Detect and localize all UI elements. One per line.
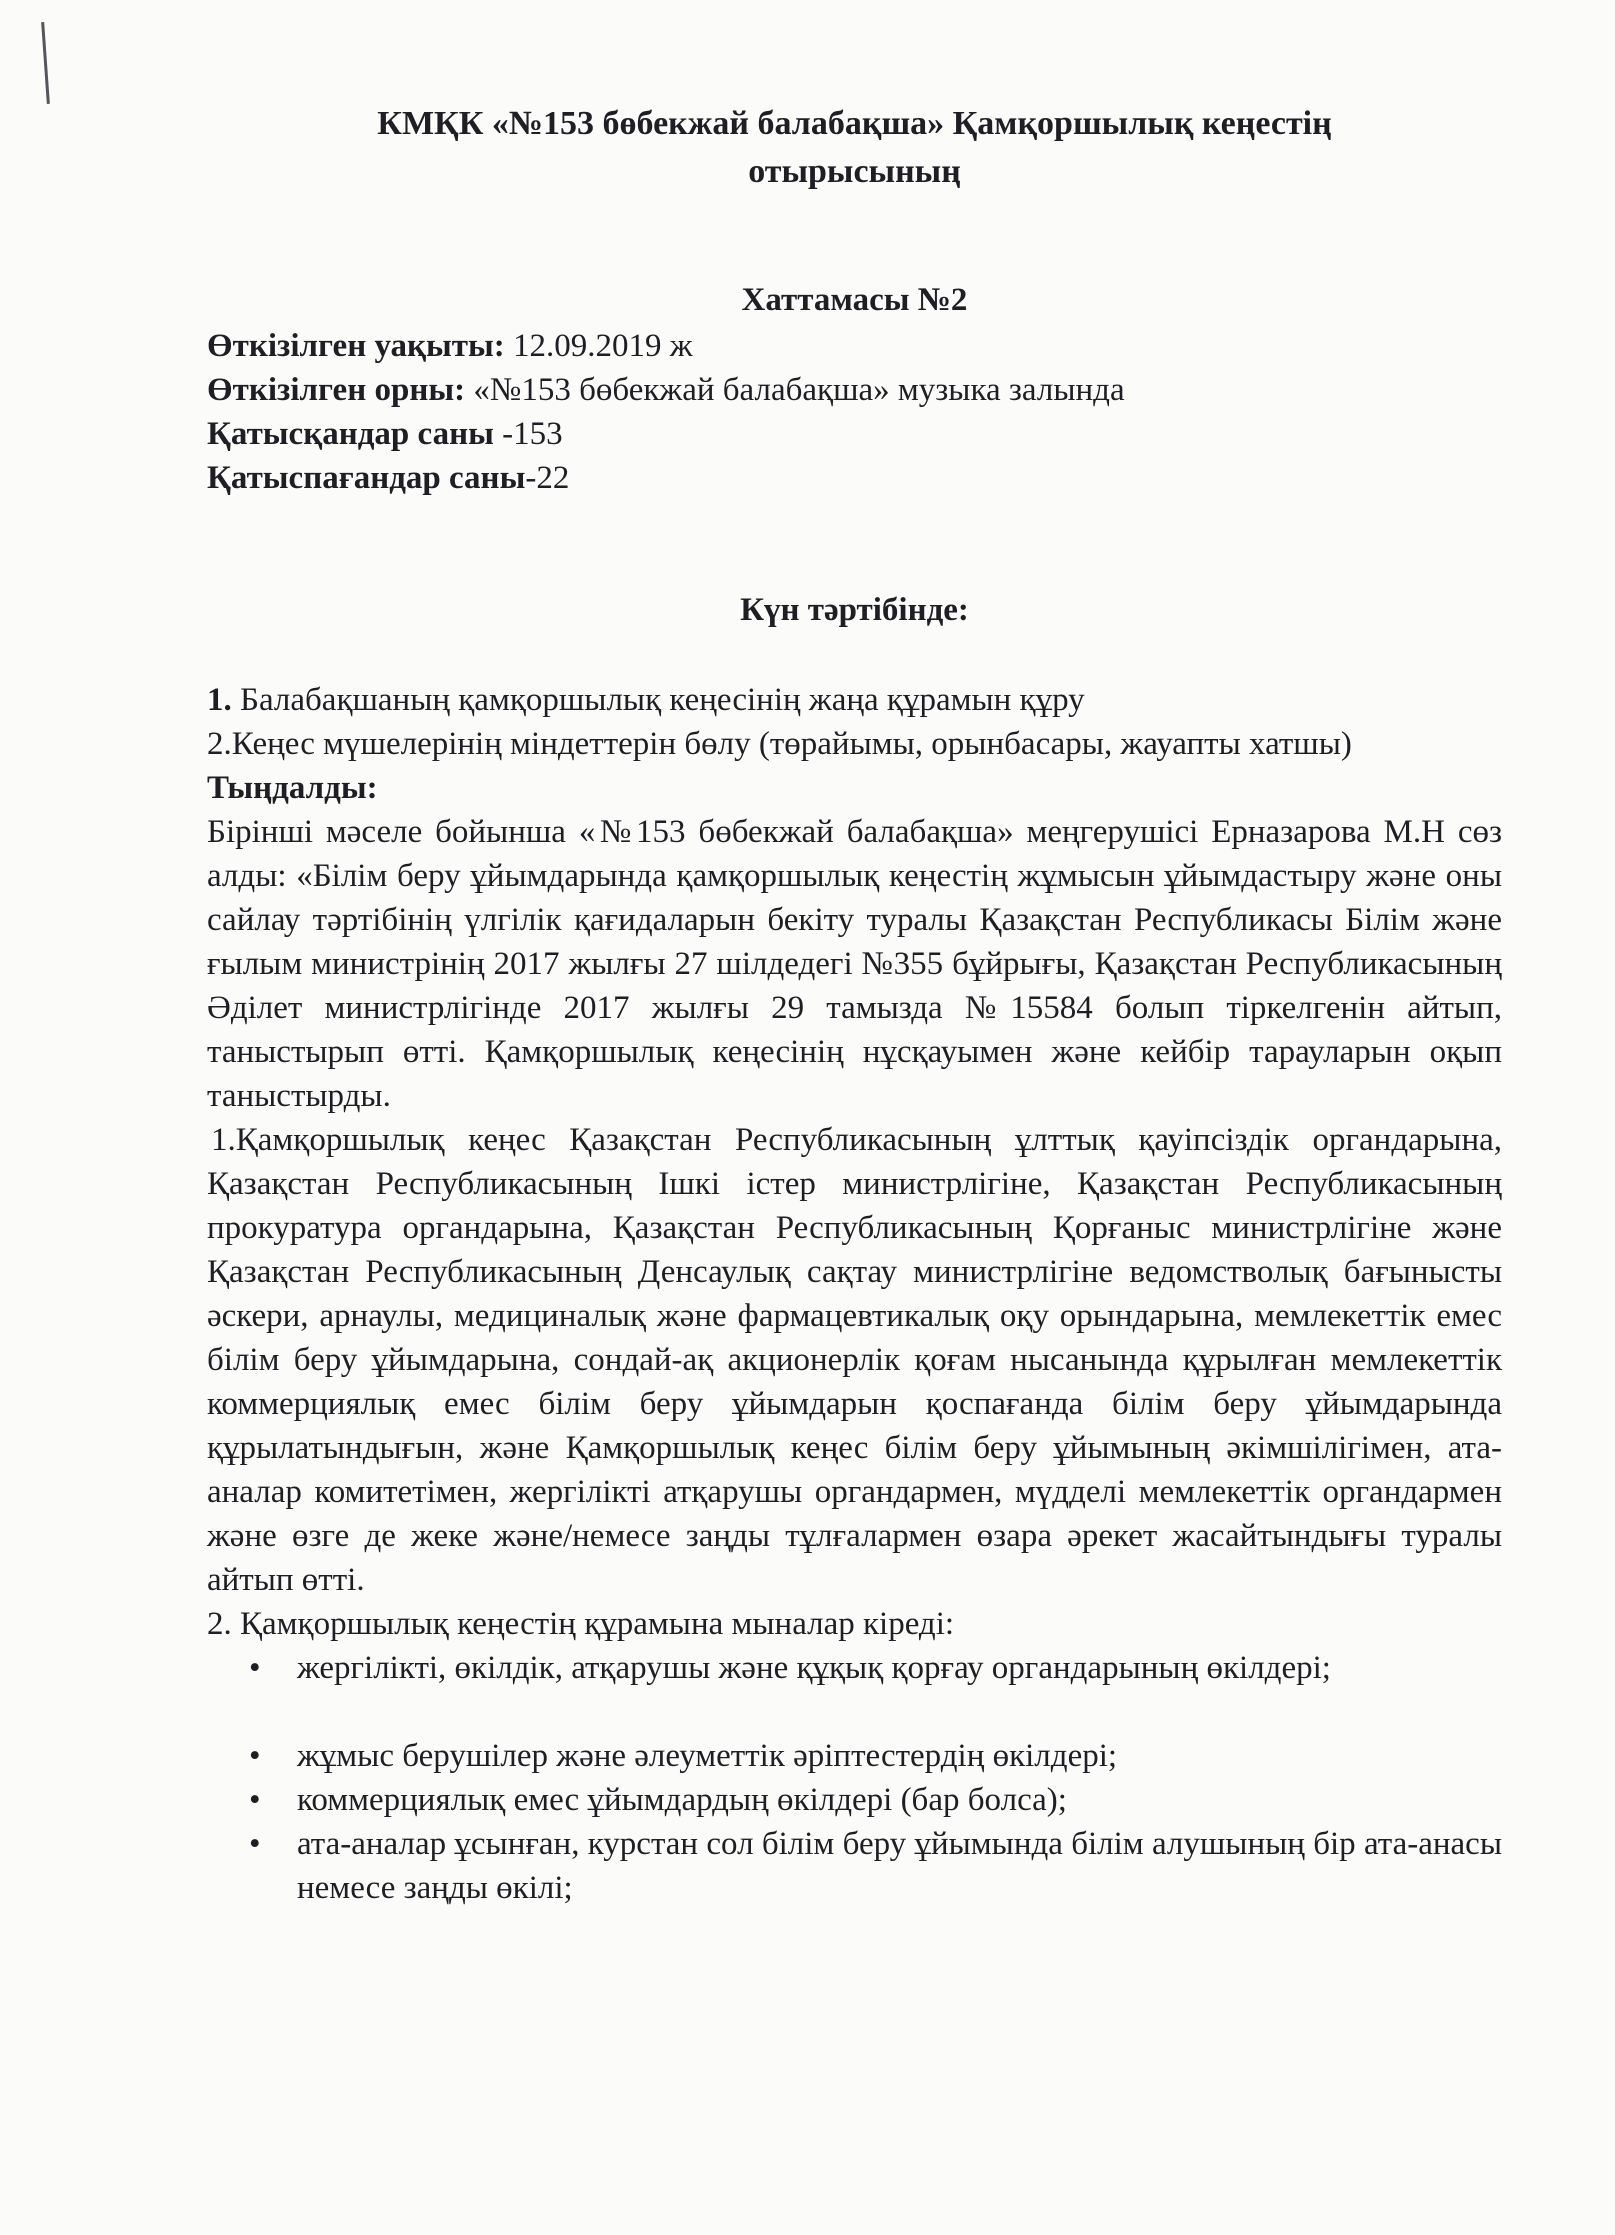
- document-page: [207, 100, 1502, 1910]
- meta-place-label: Өткізілген орны:: [207, 372, 466, 408]
- paragraph-composition-intro: 2. Қамқоршылық кеңестің құрамына мыналар кіреді:: [207, 1606, 955, 1642]
- meta-present: [207, 412, 1502, 456]
- composition-list: [207, 1646, 1502, 1910]
- list-item: • жергілікті, өкілдік, атқарушы және құқық қорғау органдарының өкілдері;: [207, 1646, 1502, 1690]
- document-title: КМҚК «№153 бөбекжай балабақша» Қамқоршылық кеңестің отырысының: [377, 105, 1332, 190]
- protocol-number: Хаттамасы №2: [741, 282, 968, 318]
- heard-heading: Тыңдалды:: [207, 770, 378, 806]
- paragraph-council-scope: 1.Қамқоршылық кеңес Қазақстан Республикасының ұлттық қауіпсіздік органдарына, Қазақстан Республикасының Ішкі істер министрлігіне, Қазақстан Республикасының прокуратура органдарына, Қазақстан Республикасының Қорғаныс министрлігіне және Қазақстан Республикасының Денсаулық сақтау министрлігіне ведомстволық бағынысты әскери, арнаулы, медициналық және фармацевтикалық оқу орындарына, мемлекеттік емес білім беру ұйымдарына, сондай-ақ акционерлік қоғам нысанында құрылған мемлекеттік коммерциялық емес білім беру ұйымдарын қоспағанда білім беру ұйымдарында құрылатындығын, және Қамқоршылық кеңес білім беру ұйымының әкімшілігімен, ата-аналар комитетімен, жергілікті атқарушы органдармен, мүдделі мемлекеттік органдармен және өзге де жеке және/немесе заңды тұлғалармен өзара әрекет жасайтындығы туралы айтып өтті.: [207, 1122, 1502, 1598]
- meta-date-label: Өткізілген уақыты:: [207, 328, 505, 364]
- agenda-item-2-text: 2.Кеңес мүшелерінің міндеттерін бөлу (төрайымы, орынбасары, жауапты хатшы): [207, 726, 1352, 762]
- agenda-item-1-num: 1.: [207, 682, 232, 718]
- meta-absent-value: -22: [525, 460, 570, 496]
- list-item: • жұмыс берушілер және әлеуметтік әріптестердің өкілдері;: [207, 1734, 1502, 1778]
- scan-artifact-mark: [41, 22, 50, 104]
- paragraph-first-question: Бірінші мәселе бойынша «№153 бөбекжай балабақша» меңгерушісі Ерназарова М.Н сөз алды: «Білім беру ұйымдарында қамқоршылық кеңестің жұмысын ұйымдастыру және оны сайлау тәртібінің үлгілік қағидаларын бекіту туралы Қазақстан Республикасы Білім және ғылым министрінің 2017 жылғы 27 шілдедегі №355 бұйрығы, Қазақстан Республикасының Әділет министрлігінде 2017 жылғы 29 тамызда №15584 болып тіркелгенін айтып, таныстырып өтті. Қамқоршылық кеңесінің нұсқауымен және кейбір тарауларын оқып таныстырды.: [207, 814, 1502, 1114]
- agenda-title: Күн тәртібінде:: [740, 592, 969, 628]
- meta-date-value: 12.09.2019 ж: [504, 328, 693, 364]
- list-item: • ата-аналар ұсынған, курстан сол білім беру ұйымында білім алушының бір ата-анасы немесе заңды өкілі;: [207, 1822, 1502, 1910]
- agenda-item-2: [207, 722, 1502, 766]
- meta-date: [207, 324, 1502, 368]
- meta-place: [207, 368, 1502, 412]
- meta-present-label: Қатысқандар саны: [207, 416, 494, 452]
- meta-absent: [207, 456, 1502, 500]
- meta-present-value: -153: [493, 416, 563, 452]
- meta-place-value: «№153 бөбекжай балабақша» музыка залында: [465, 372, 1125, 408]
- list-item: • коммерциялық емес ұйымдардың өкілдері (бар болса);: [207, 1778, 1502, 1822]
- agenda-item-1-text: Балабақшаның қамқоршылық кеңесінің жаңа құрамын құру: [231, 682, 1085, 718]
- meta-absent-label: Қатыспағандар саны: [207, 460, 526, 496]
- agenda-item-1: [207, 678, 1502, 722]
